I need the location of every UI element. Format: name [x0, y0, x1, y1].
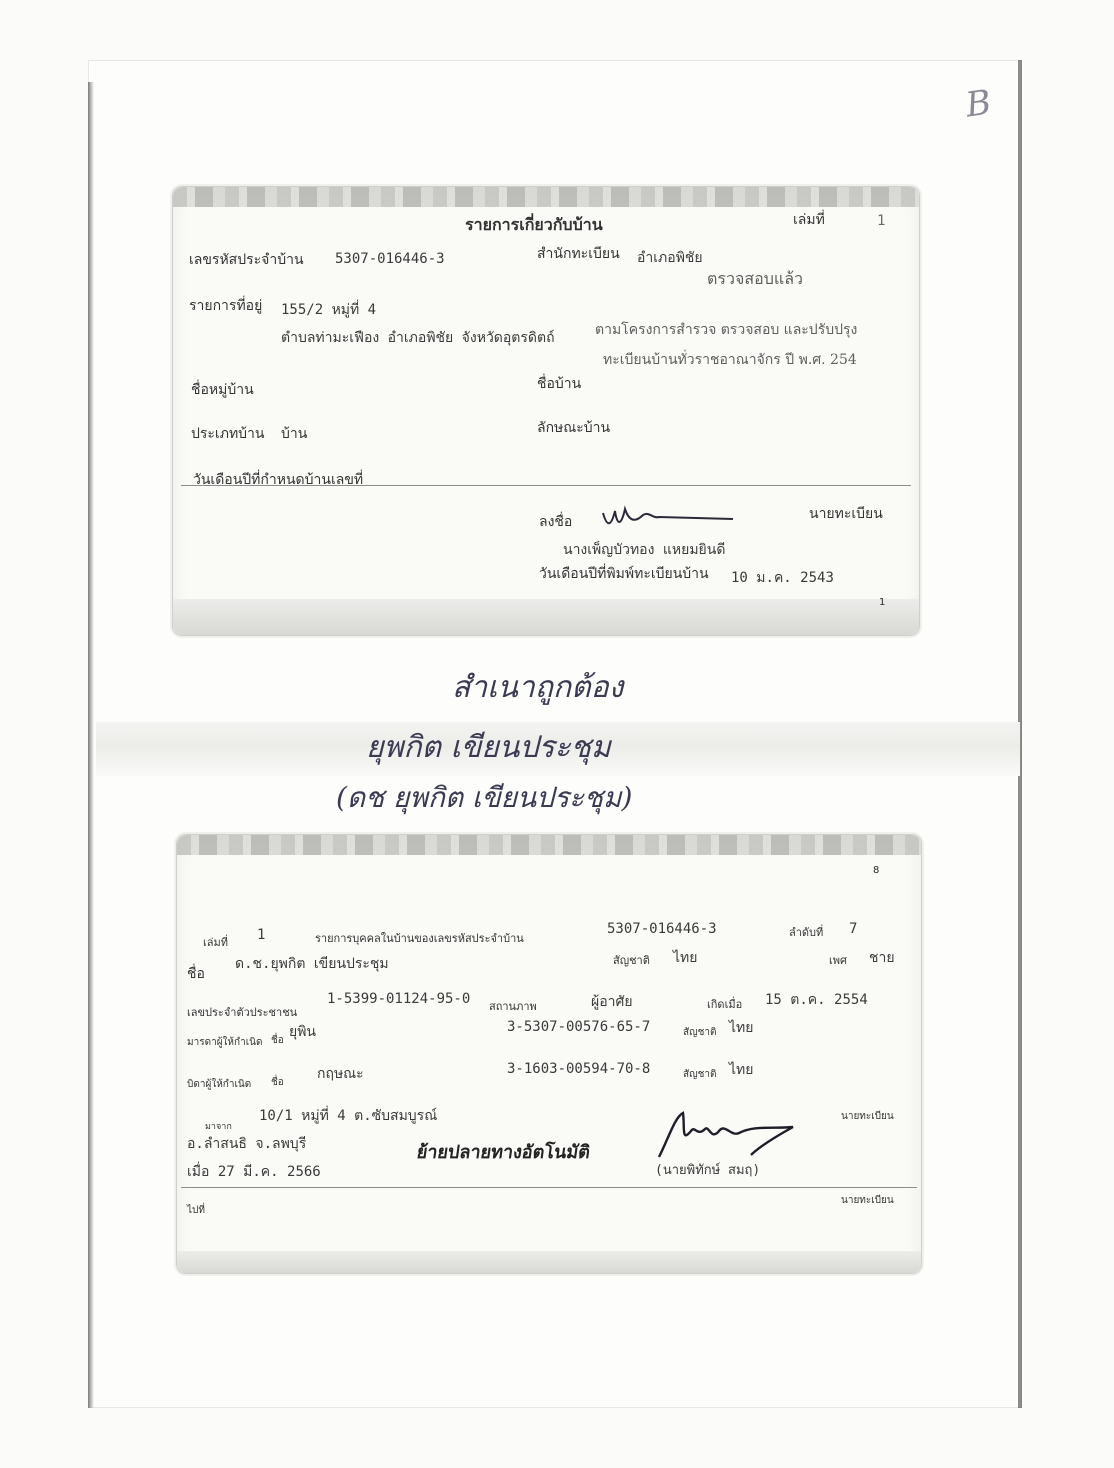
verified-stamp-line2: ตามโครงการสำรวจ ตรวจสอบ และปรับปรุง — [595, 322, 858, 338]
page-number: 8 — [873, 865, 880, 876]
book-label: เล่มที่ — [203, 936, 229, 949]
mother-name: ยุพิน — [289, 1024, 317, 1040]
divider — [181, 1187, 917, 1188]
registrar-signature-icon — [601, 503, 741, 533]
registrar-label-2: นายทะเบียน — [841, 1195, 894, 1206]
nationality-label: สัญชาติ — [613, 954, 650, 967]
verified-stamp-title: ตรวจสอบแล้ว — [707, 269, 803, 288]
card-top-band — [177, 835, 921, 855]
name-label: ชื่อ — [187, 966, 205, 982]
registrar-label-1: นายทะเบียน — [841, 1111, 894, 1122]
mother-nationality: ไทย — [729, 1020, 754, 1036]
registrar-signature-icon — [655, 1107, 805, 1167]
house-feature-label: ลักษณะบ้าน — [537, 420, 611, 436]
certifier-fullname-handwriting: (ดช ยุพกิต เขียนประชุม) — [336, 781, 633, 814]
paper-shadow-left — [88, 82, 94, 1408]
house-type-value: บ้าน — [281, 426, 308, 442]
birth-label: เกิดเมื่อ — [707, 998, 743, 1011]
address-line1: 155/2 หมู่ที่ 4 — [281, 302, 377, 318]
father-nationality: ไทย — [729, 1062, 754, 1078]
house-code-value: 5307-016446-3 — [335, 251, 445, 267]
number-date-label: วันเดือนปีที่กำหนดบ้านเลขที่ — [193, 472, 364, 488]
sign-label: ลงชื่อ — [539, 514, 573, 530]
registry-value: อำเภอพิชัย — [637, 250, 703, 266]
house-name-label: ชื่อบ้าน — [537, 376, 582, 392]
id-label: เลขประจำตัวประชาชน — [187, 1006, 298, 1019]
father-name: กฤษณะ — [317, 1066, 364, 1082]
card-bottom-band — [177, 1251, 921, 1273]
print-date-label: วันเดือนปีที่พิมพ์ทะเบียนบ้าน — [539, 566, 709, 582]
print-date-value: 10 ม.ค. 2543 — [731, 570, 834, 586]
address-label: รายการที่อยู่ — [189, 298, 263, 314]
house-record-card — [172, 186, 920, 636]
card-bottom-band — [173, 599, 919, 635]
village-name-label: ชื่อหมู่บ้าน — [191, 382, 254, 398]
certifier-name-handwriting: ยุพกิต เขียนประชุม — [366, 730, 611, 765]
card-title: รายการเกี่ยวกับบ้าน — [465, 215, 603, 234]
mother-id: 3-5307-00576-65-7 — [507, 1019, 651, 1035]
from-line3: เมื่อ 27 มี.ค. 2566 — [187, 1164, 321, 1180]
house-type-label: ประเภทบ้าน — [191, 426, 265, 442]
auto-move-stamp: ย้ายปลายทางอัตโนมัติ — [415, 1142, 592, 1163]
from-line1: 10/1 หมู่ที่ 4 ต.ซับสมบูรณ์ — [259, 1108, 438, 1124]
corner-mark: B — [963, 82, 994, 126]
status-value: ผู้อาศัย — [591, 994, 633, 1010]
book-value: 1 — [257, 927, 266, 943]
father-id: 3-1603-00594-70-8 — [507, 1061, 651, 1077]
certified-copy-handwriting: สำเนาถูกต้อง — [452, 670, 624, 705]
card-top-band — [173, 187, 919, 207]
registrar-signer: (นายพิทักษ์ สมฤ) — [655, 1163, 761, 1178]
sex-label: เพศ — [829, 954, 847, 967]
birth-value: 15 ต.ค. 2554 — [765, 992, 868, 1008]
registrar-label: นายทะเบียน — [809, 506, 883, 522]
father-nationality-label: สัญชาติ — [683, 1069, 717, 1080]
name-value: ด.ช.ยุพกิต เขียนประชุม — [235, 956, 389, 972]
verified-stamp-line3: ทะเบียนบ้านทั่วราชอาณาจักร ปี พ.ศ. 254 — [603, 352, 857, 368]
registry-label: สำนักทะเบียน — [537, 246, 620, 262]
sequence-value: 7 — [849, 921, 858, 937]
address-line2: ตำบลท่ามะเฟือง อำเภอพิชัย จังหวัดอุตรดิตถ์ — [281, 330, 555, 346]
book-label: เล่มที่ — [793, 212, 825, 228]
mother-label: มารดาผู้ให้กำเนิด — [187, 1037, 263, 1048]
sequence-label: ลำดับที่ — [789, 926, 824, 939]
id-value: 1-5399-01124-95-0 — [327, 991, 471, 1007]
house-code-label: เลขรหัสประจำบ้าน — [189, 252, 304, 268]
from-line2: อ.ลำสนธิ จ.ลพบุรี — [187, 1136, 307, 1152]
card-title: รายการบุคคลในบ้านของเลขรหัสประจำบ้าน — [315, 932, 524, 945]
signer-name: นางเพ็ญบัวทอง แหยมยินดี — [563, 542, 726, 558]
mother-nationality-label: สัญชาติ — [683, 1027, 717, 1038]
to-label: ไปที่ — [187, 1205, 205, 1216]
from-label: มาจาก — [205, 1122, 232, 1132]
person-record-card — [176, 834, 922, 1274]
father-name-label: ชื่อ — [271, 1077, 284, 1088]
mother-name-label: ชื่อ — [271, 1035, 284, 1046]
father-label: บิดาผู้ให้กำเนิด — [187, 1079, 252, 1090]
status-label: สถานภาพ — [489, 1000, 537, 1013]
sex-value: ชาย — [869, 950, 895, 966]
nationality-value: ไทย — [673, 950, 698, 966]
house-code-value: 5307-016446-3 — [607, 921, 717, 937]
page-number: 1 — [879, 597, 886, 608]
book-value: 1 — [877, 213, 886, 229]
